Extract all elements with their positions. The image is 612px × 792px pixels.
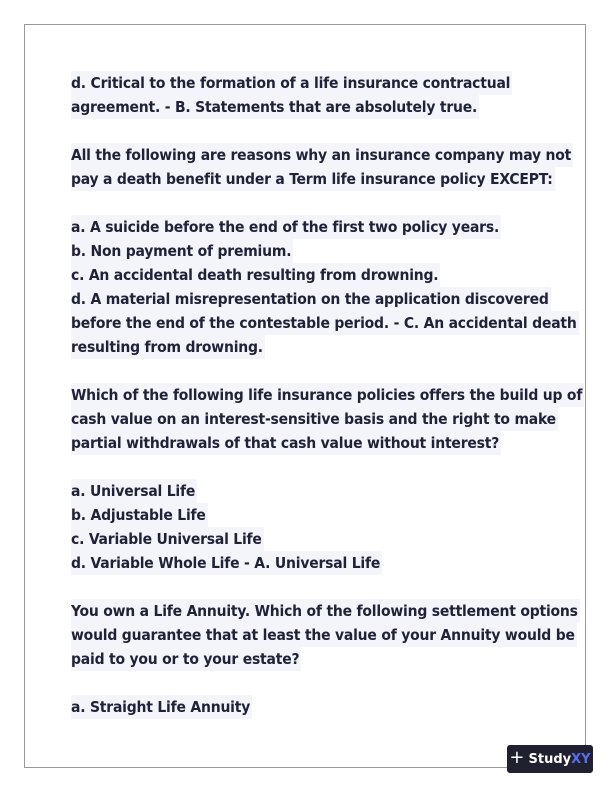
text-line: All the following are reasons why an insurance company may not — [71, 143, 573, 167]
paragraph-gap — [71, 575, 541, 599]
brand-main-text: Study — [528, 751, 572, 767]
plus-icon: + — [509, 747, 525, 768]
text-line: d. Variable Whole Life - A. Universal Life — [71, 551, 382, 575]
text-line: before the end of the contestable period. - C. An accidental death — [71, 311, 579, 335]
text-line: You own a Life Annuity. Which of the following settlement options — [71, 599, 580, 623]
studyxy-badge[interactable] — [507, 745, 593, 773]
paragraph-gap — [71, 455, 541, 479]
text-line: resulting from drowning. — [71, 335, 265, 359]
text-line: d. A material misrepresentation on the application discovered — [71, 287, 551, 311]
brand-logo — [529, 752, 591, 767]
paragraph-gap — [71, 359, 541, 383]
text-line: cash value on an interest-sensitive basis and the right to make — [71, 407, 558, 431]
text-line: a. Universal Life — [71, 479, 197, 503]
text-line: b. Non payment of premium. — [71, 239, 293, 263]
text-line: agreement. - B. Statements that are absolutely true. — [71, 95, 479, 119]
document-body — [71, 71, 583, 719]
text-line: c. Variable Universal Life — [71, 527, 264, 551]
text-line: b. Adjustable Life — [71, 503, 208, 527]
text-line: pay a death benefit under a Term life insurance policy EXCEPT: — [71, 167, 555, 191]
text-line: Which of the following life insurance policies offers the build up of — [71, 383, 584, 407]
brand-accent-text: XY — [571, 751, 591, 767]
text-line: partial withdrawals of that cash value without interest? — [71, 431, 501, 455]
text-line: a. Straight Life Annuity — [71, 695, 252, 719]
paragraph-gap — [71, 191, 541, 215]
text-line: would guarantee that at least the value of your Annuity would be — [71, 623, 577, 647]
text-line: a. A suicide before the end of the first two policy years. — [71, 215, 501, 239]
text-line: c. An accidental death resulting from drowning. — [71, 263, 440, 287]
text-line: paid to you or to your estate? — [71, 647, 301, 671]
paragraph-gap — [71, 119, 541, 143]
paragraph-gap — [71, 671, 541, 695]
text-line: d. Critical to the formation of a life insurance contractual — [71, 71, 512, 95]
